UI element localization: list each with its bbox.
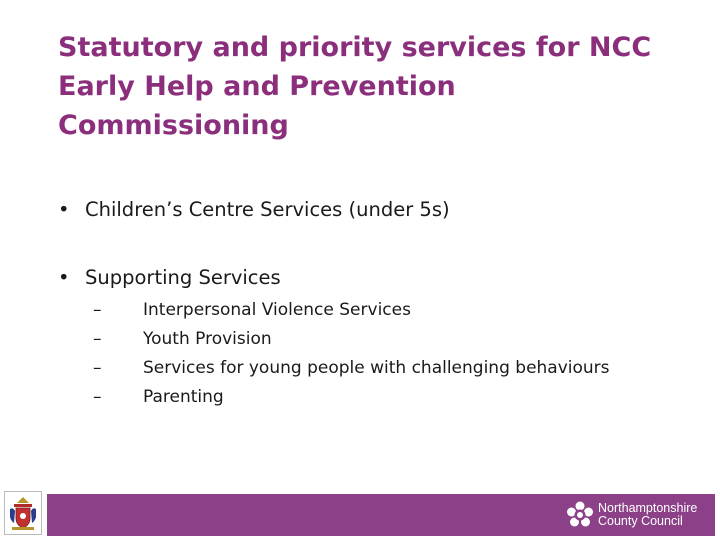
council-logo <box>566 500 697 530</box>
bullet-dot-icon: • <box>58 266 70 289</box>
bullet-item <box>58 195 678 225</box>
rose-emblem-icon <box>566 501 594 529</box>
sub-bullet-list <box>85 296 678 412</box>
sub-bullet-text: Parenting <box>143 387 224 407</box>
sub-bullet-item <box>85 354 678 383</box>
dash-icon: – <box>93 300 102 320</box>
bullet-list <box>58 195 678 412</box>
slide-title: Statutory and priority services for NCC Early Help and Prevention Commissioning <box>58 32 652 141</box>
sub-bullet-text: Interpersonal Violence Services <box>143 300 411 320</box>
coat-of-arms-icon <box>4 491 42 535</box>
dash-icon: – <box>93 387 102 407</box>
bullet-item <box>58 263 678 412</box>
sub-bullet-text: Youth Provision <box>143 329 272 349</box>
sub-bullet-item <box>85 325 678 354</box>
sub-bullet-item <box>85 296 678 325</box>
bullet-dot-icon: • <box>58 198 70 221</box>
bullet-text: Children’s Centre Services (under 5s) <box>85 198 450 221</box>
sub-bullet-text: Services for young people with challenging behaviours <box>143 358 610 378</box>
dash-icon: – <box>93 329 102 349</box>
logo-line-1: Northamptonshire <box>598 501 698 515</box>
logo-line-2: County Council <box>598 514 683 528</box>
sub-bullet-item <box>85 383 678 412</box>
bullet-text: Supporting Services <box>85 266 281 289</box>
dash-icon: – <box>93 358 102 378</box>
